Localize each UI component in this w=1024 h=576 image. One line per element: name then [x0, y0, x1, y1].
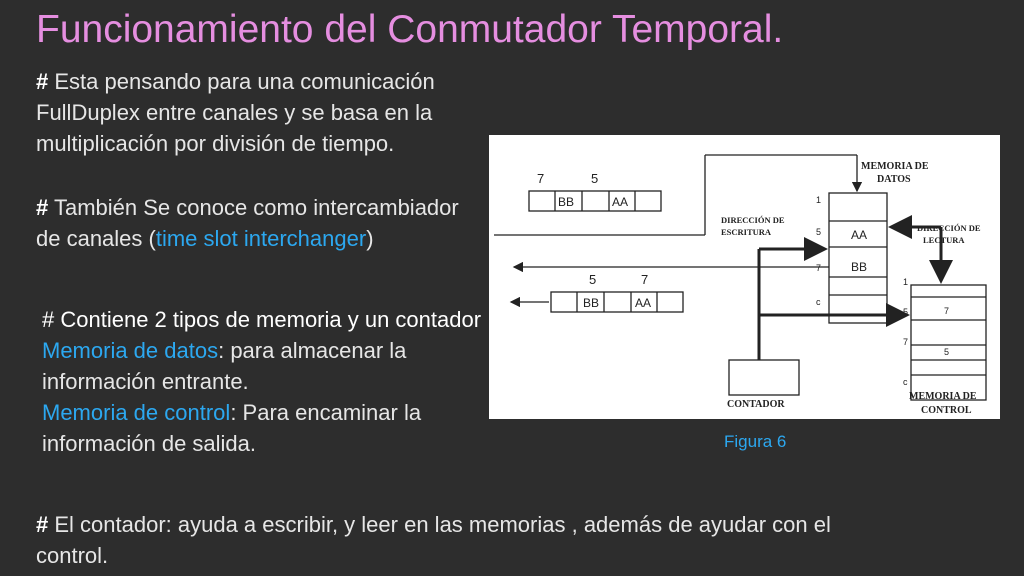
- data-cell-aa: AA: [851, 228, 868, 242]
- label-dir-escritura-2: ESCRITURA: [721, 227, 772, 237]
- data-row-5: 5: [816, 227, 822, 237]
- slide-title: Funcionamiento del Conmutador Temporal.: [36, 8, 784, 51]
- figure-caption: Figura 6: [724, 432, 787, 451]
- output-slot-5: 5: [589, 272, 597, 287]
- term-memoria-control: Memoria de control: [42, 400, 231, 425]
- input-slot-7: 7: [537, 171, 545, 186]
- output-bb: BB: [583, 296, 600, 310]
- ctrl-row-1: 1: [903, 277, 909, 287]
- paragraph-text-end: ): [366, 226, 374, 251]
- paragraph-text: El contador: ayuda a escribir, y leer en las memorias , además de ayudar con el control.: [36, 512, 831, 568]
- term-time-slot-interchanger: time slot interchanger: [155, 226, 367, 251]
- input-slot-5: 5: [591, 171, 599, 186]
- data-cell-bb: BB: [851, 260, 868, 274]
- label-contador: CONTADOR: [727, 399, 785, 410]
- paragraph-text: Contiene 2 tipos de memoria y un contador: [54, 307, 482, 332]
- label-dir-escritura-1: DIRECCIÓN DE: [721, 215, 785, 225]
- label-dir-lectura-1: DIRECCIÓN DE: [917, 223, 981, 233]
- label-memoria-control-2: CONTROL: [921, 405, 972, 416]
- paragraph-fullduplex: [36, 66, 536, 159]
- data-row-7: 7: [816, 263, 822, 273]
- label-memoria-control-1: MEMORIA DE: [909, 391, 977, 402]
- ctrl-row-5: 5: [903, 307, 909, 317]
- memoria-datos-desc: : para almacenar la información entrante.: [42, 338, 407, 394]
- paragraph-interchanger: [36, 192, 476, 254]
- ctrl-row-c: c: [903, 377, 908, 387]
- bullet-hash: #: [36, 69, 49, 94]
- paragraph-memory-types: [42, 304, 492, 459]
- term-memoria-datos: Memoria de datos: [42, 338, 219, 363]
- time-switch-diagram: [489, 135, 1000, 419]
- paragraph-text: También Se conoce como intercambiador de canales (: [36, 195, 459, 251]
- bullet-hash: #: [36, 512, 49, 537]
- label-dir-lectura-2: LECTURA: [923, 235, 965, 245]
- data-row-1: 1: [816, 195, 822, 205]
- input-bb: BB: [558, 195, 575, 209]
- data-row-c: c: [816, 297, 821, 307]
- paragraph-text: Esta pensando para una comunicación FullDuplex entre canales y se basa en la multiplicación por división de tiempo.: [36, 69, 435, 156]
- output-slot-7: 7: [641, 272, 649, 287]
- memoria-control-desc: : Para encaminar la información de salida.: [42, 400, 422, 456]
- output-aa: AA: [635, 296, 652, 310]
- ctrl-cell-5: 5: [944, 347, 950, 357]
- paragraph-contador: [36, 509, 836, 571]
- ctrl-cell-7: 7: [944, 306, 950, 316]
- ctrl-row-7: 7: [903, 337, 909, 347]
- label-memoria-datos-1: MEMORIA DE: [861, 161, 929, 172]
- label-memoria-datos-2: DATOS: [877, 174, 911, 185]
- input-aa: AA: [612, 195, 629, 209]
- bullet-hash: #: [42, 307, 55, 332]
- bullet-hash: #: [36, 195, 49, 220]
